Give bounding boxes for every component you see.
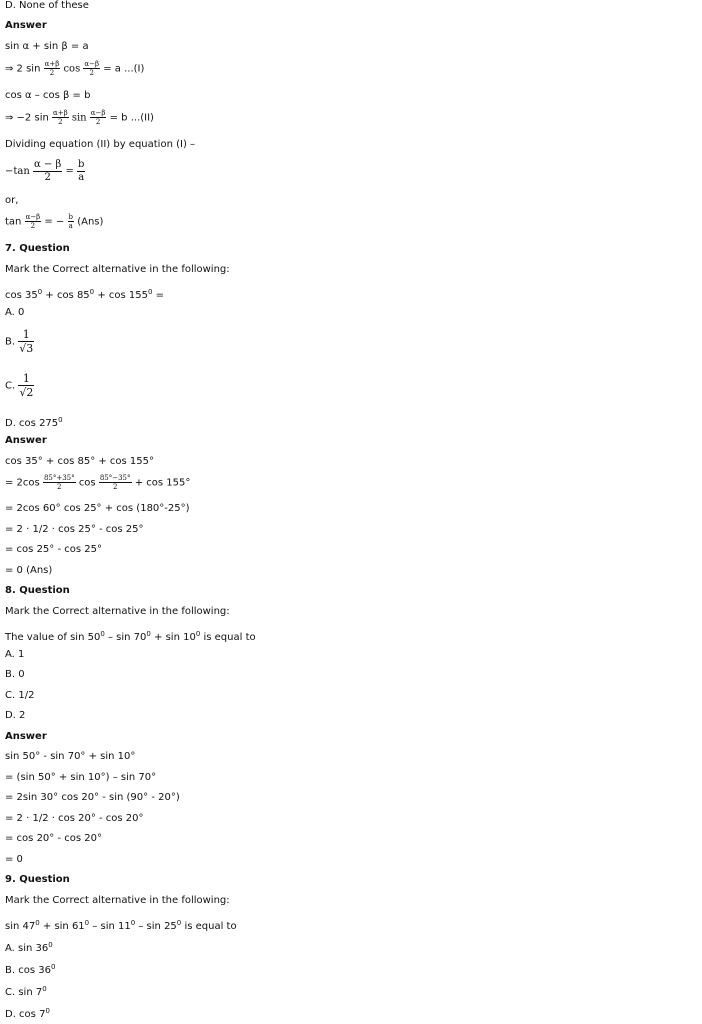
prev-line-1: sin α + sin β = a bbox=[5, 41, 89, 52]
denominator: 2 bbox=[57, 483, 62, 491]
radicand: 3 bbox=[26, 342, 34, 355]
option-label: B. bbox=[5, 336, 16, 348]
text: is equal to bbox=[200, 632, 256, 643]
text: is equal to bbox=[181, 921, 237, 932]
denominator: a bbox=[78, 172, 85, 183]
text: = a ...(I) bbox=[103, 63, 145, 75]
text: = 2cos bbox=[5, 477, 40, 489]
q7-answer-heading: Answer bbox=[5, 435, 47, 446]
q7-step-3: = 2cos 60° cos 25° + cos (180°-25°) bbox=[5, 503, 190, 514]
text: B. cos 36 bbox=[5, 965, 51, 976]
fraction bbox=[33, 159, 62, 184]
fraction bbox=[68, 213, 74, 230]
degree-sup: 0 bbox=[42, 985, 47, 993]
prev-line-4 bbox=[5, 109, 154, 126]
text: = − bbox=[44, 216, 65, 228]
text: + cos 85 bbox=[42, 290, 90, 301]
fraction bbox=[77, 159, 85, 184]
degree-sup: 0 bbox=[45, 1007, 50, 1015]
degree-sup: 0 bbox=[100, 630, 105, 638]
q7-option-a: A. 0 bbox=[5, 307, 25, 318]
numerator: b bbox=[78, 159, 85, 170]
fraction bbox=[25, 213, 42, 230]
text: + cos 155 bbox=[94, 290, 148, 301]
prev-line-2 bbox=[5, 60, 144, 77]
text: −tan bbox=[5, 166, 30, 177]
denominator: √2 bbox=[19, 386, 34, 399]
fraction bbox=[99, 474, 132, 491]
fraction bbox=[18, 372, 34, 399]
text: tan bbox=[5, 216, 22, 228]
denominator: 2 bbox=[58, 118, 63, 126]
text: The value of sin 50 bbox=[5, 632, 101, 643]
q9-option-c bbox=[5, 983, 47, 999]
q9-stem bbox=[5, 917, 237, 933]
numerator: α−β bbox=[90, 109, 106, 117]
numerator: b bbox=[68, 213, 74, 221]
text: (Ans) bbox=[77, 216, 104, 228]
q7-step-5: = cos 25° - cos 25° bbox=[5, 544, 102, 555]
degree-sup: 0 bbox=[146, 630, 151, 638]
option-label: C. bbox=[5, 380, 16, 392]
q7-step-1: cos 35° + cos 85° + cos 155° bbox=[5, 456, 155, 467]
text: D. cos 275 bbox=[5, 418, 59, 429]
q8-step-5: = cos 20° - cos 20° bbox=[5, 833, 102, 844]
q7-instruction: Mark the Correct alternative in the following: bbox=[5, 264, 230, 275]
degree-sup: 0 bbox=[35, 919, 40, 927]
q8-instruction: Mark the Correct alternative in the following: bbox=[5, 606, 230, 617]
text: cos 35 bbox=[5, 290, 38, 301]
denominator: √3 bbox=[19, 342, 34, 355]
q8-option-a: A. 1 bbox=[5, 649, 25, 660]
numerator: α−β bbox=[84, 60, 100, 68]
fraction bbox=[52, 109, 69, 126]
numerator: 1 bbox=[18, 372, 34, 386]
degree-sup: 0 bbox=[89, 288, 95, 296]
denominator: 2 bbox=[95, 118, 101, 126]
q7-step-4: = 2 · 1/2 · cos 25° - cos 25° bbox=[5, 524, 144, 535]
denominator: 2 bbox=[89, 69, 94, 77]
denominator: 2 bbox=[30, 222, 36, 230]
prev-line-7: or, bbox=[5, 195, 19, 206]
text: A. sin 36 bbox=[5, 943, 49, 954]
prev-line-3: cos α – cos β = b bbox=[5, 90, 91, 101]
denominator: a bbox=[68, 222, 73, 230]
denominator: 2 bbox=[44, 172, 51, 183]
q8-step-2: = (sin 50° + sin 10°) – sin 70° bbox=[5, 772, 157, 783]
prev-option-d: D. None of these bbox=[5, 0, 89, 11]
degree-sup: 0 bbox=[176, 919, 182, 927]
denominator: 2 bbox=[112, 483, 118, 491]
degree-sup: 0 bbox=[147, 288, 153, 296]
text: = b ...(II) bbox=[109, 112, 154, 124]
q8-option-c: C. 1/2 bbox=[5, 690, 35, 701]
prev-answer-heading: Answer bbox=[5, 20, 47, 31]
q8-step-3: = 2sin 30° cos 20° - sin (90° - 20°) bbox=[5, 792, 180, 803]
degree-sup: 0 bbox=[84, 919, 90, 927]
q9-instruction: Mark the Correct alternative in the following: bbox=[5, 895, 230, 906]
fraction bbox=[90, 109, 107, 126]
numerator: α−β bbox=[25, 213, 41, 221]
fraction bbox=[18, 328, 34, 355]
numerator: 85°+35° bbox=[43, 474, 75, 482]
numerator: 1 bbox=[18, 328, 34, 342]
q7-option-c bbox=[5, 372, 34, 399]
text: cos bbox=[78, 477, 96, 489]
fraction bbox=[83, 60, 100, 77]
q9-option-a bbox=[5, 939, 53, 955]
text: – sin 11 bbox=[89, 921, 131, 932]
text: = bbox=[152, 290, 164, 301]
text: C. sin 7 bbox=[5, 987, 43, 998]
q7-heading: 7. Question bbox=[5, 243, 70, 254]
q7-step-6: = 0 (Ans) bbox=[5, 565, 53, 576]
text: ⇒ 2 sin bbox=[5, 63, 41, 75]
degree-sup: 0 bbox=[48, 941, 53, 949]
radicand: 2 bbox=[26, 386, 34, 399]
q8-heading: 8. Question bbox=[5, 585, 70, 596]
numerator: 85°−35° bbox=[99, 474, 131, 482]
q8-step-4: = 2 · 1/2 · cos 20° - cos 20° bbox=[5, 813, 144, 824]
q9-option-d bbox=[5, 1005, 50, 1021]
q8-step-6: = 0 bbox=[5, 854, 23, 865]
q7-step-2 bbox=[5, 474, 190, 491]
text: + sin 61 bbox=[39, 921, 85, 932]
numerator: α+β bbox=[44, 60, 60, 68]
text: + cos 155° bbox=[134, 477, 191, 489]
q9-heading: 9. Question bbox=[5, 874, 70, 885]
text: sin 47 bbox=[5, 921, 36, 932]
denominator: 2 bbox=[49, 69, 55, 77]
q7-stem bbox=[5, 286, 164, 302]
q8-answer-heading: Answer bbox=[5, 731, 47, 742]
degree-sup: 0 bbox=[37, 288, 43, 296]
text: ⇒ −2 sin bbox=[5, 112, 49, 124]
fraction bbox=[43, 474, 76, 491]
prev-line-5: Dividing equation (II) by equation (I) – bbox=[5, 139, 196, 150]
text: D. cos 7 bbox=[5, 1009, 46, 1020]
degree-sup: 0 bbox=[195, 630, 201, 638]
fraction bbox=[44, 60, 61, 77]
q9-option-b bbox=[5, 961, 55, 977]
q7-option-d bbox=[5, 414, 63, 430]
text: + sin 10 bbox=[150, 632, 196, 643]
degree-sup: 0 bbox=[50, 963, 56, 971]
prev-line-6 bbox=[5, 159, 85, 184]
text: – sin 70 bbox=[104, 632, 147, 643]
numerator: α+β bbox=[53, 109, 68, 117]
q8-step-1: sin 50° - sin 70° + sin 10° bbox=[5, 751, 136, 762]
degree-sup: 0 bbox=[58, 416, 63, 424]
q8-option-d: D. 2 bbox=[5, 710, 26, 721]
text: sin bbox=[71, 112, 87, 124]
prev-line-8 bbox=[5, 213, 103, 230]
numerator: α − β bbox=[34, 159, 62, 170]
text: cos bbox=[63, 63, 81, 75]
degree-sup: 0 bbox=[130, 919, 136, 927]
q7-option-b bbox=[5, 328, 34, 355]
text: = bbox=[65, 166, 74, 177]
text: – sin 25 bbox=[135, 921, 177, 932]
q8-option-b: B. 0 bbox=[5, 669, 25, 680]
q8-stem bbox=[5, 628, 256, 644]
